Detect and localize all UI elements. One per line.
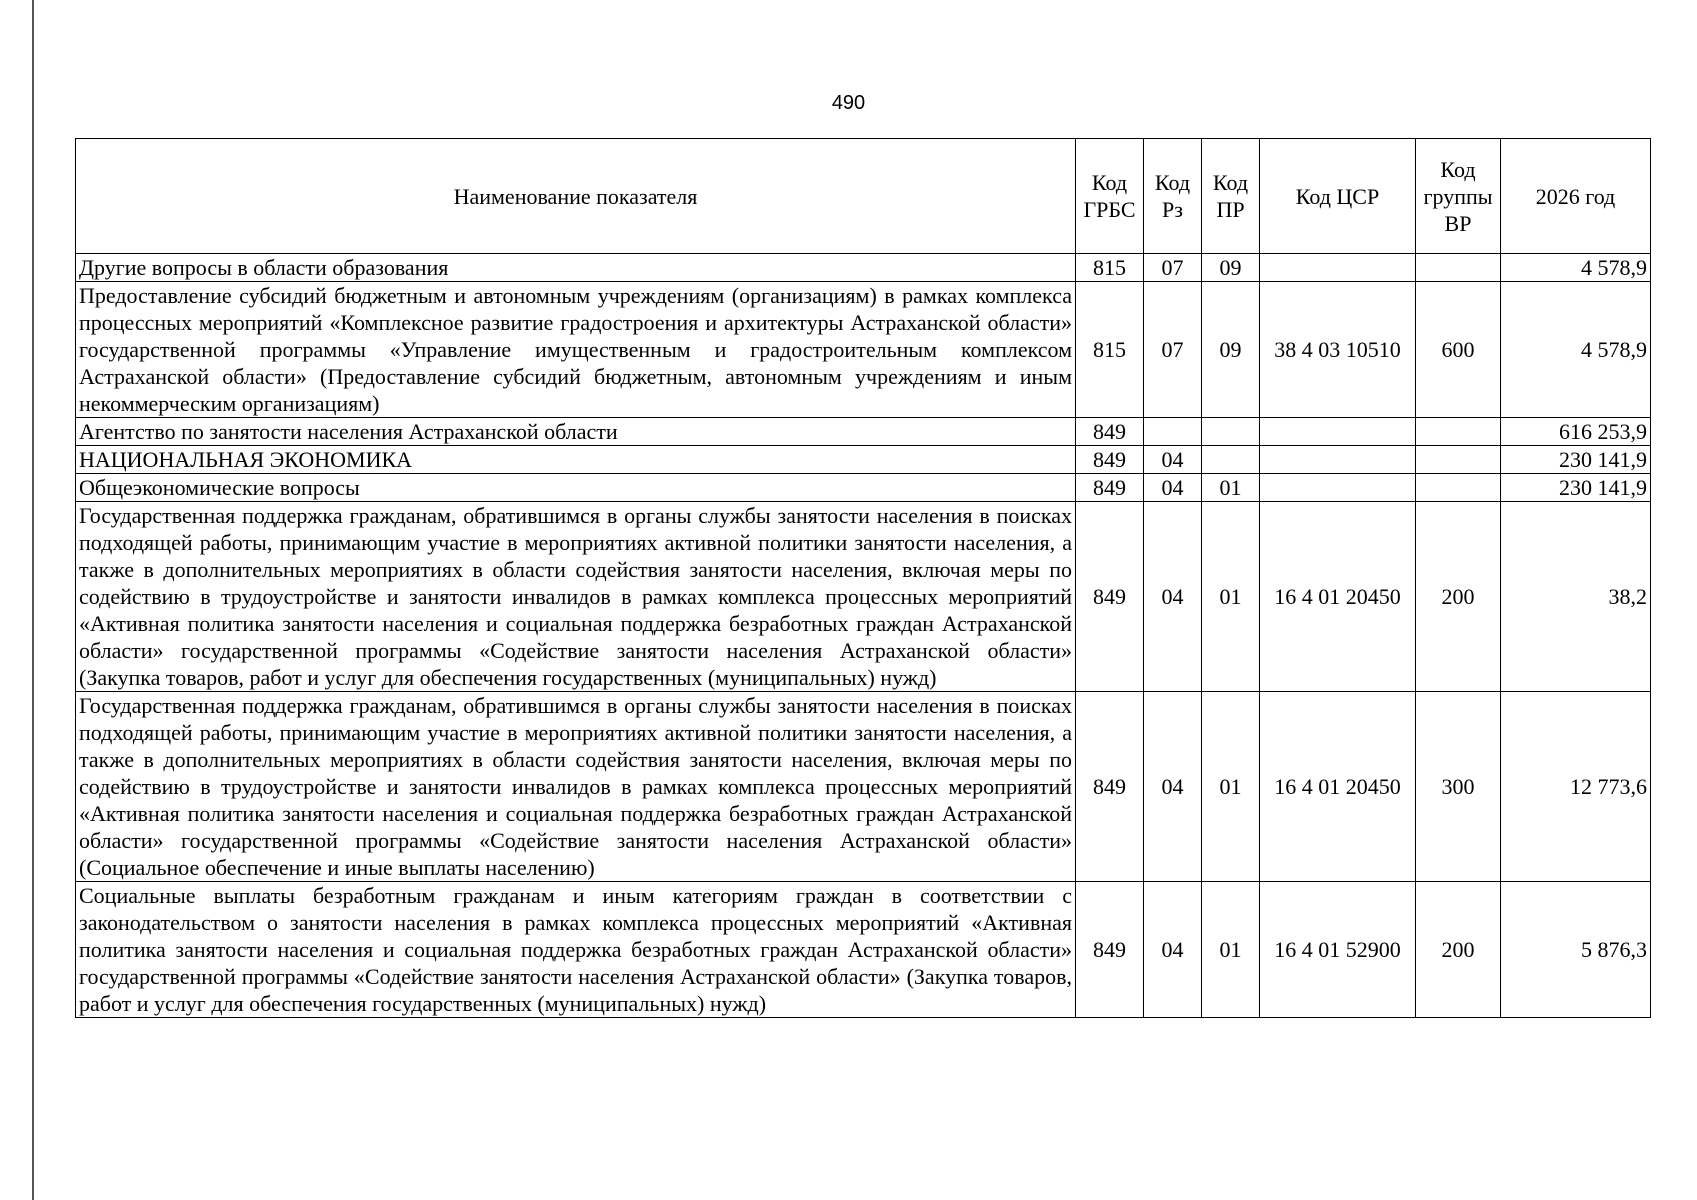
cell-amount: 616 253,9 — [1501, 418, 1651, 446]
cell-csr: 16 4 01 52900 — [1260, 882, 1416, 1018]
cell-pr — [1202, 446, 1260, 474]
header-year: 2026 год — [1501, 139, 1651, 254]
cell-amount: 5 876,3 — [1501, 882, 1651, 1018]
cell-name: Государственная поддержка гражданам, обратившимся в органы службы занятости населения в поисках подходящей работы, принимающим участие в мероприятиях активной политики занятости населения, а также в дополнительных мероприятиях в области содействия занятости населения, включая меры по содействию в трудоустройстве и занятости инвалидов в рамках комплекса процессных мероприятий «Активная политика занятости населения и социальная поддержка безработных граждан Астраханской области» государственной программы «Содействие занятости населения Астраханской области» (Социальное обеспечение и иные выплаты населению) — [76, 692, 1076, 882]
cell-csr: 16 4 01 20450 — [1260, 692, 1416, 882]
cell-vr — [1416, 418, 1501, 446]
cell-amount: 12 773,6 — [1501, 692, 1651, 882]
cell-csr: 38 4 03 10510 — [1260, 282, 1416, 418]
cell-rz: 04 — [1144, 474, 1202, 502]
cell-vr — [1416, 474, 1501, 502]
cell-grbs: 815 — [1076, 282, 1144, 418]
cell-pr: 01 — [1202, 502, 1260, 692]
table-header-row — [76, 139, 1651, 254]
cell-grbs: 815 — [1076, 254, 1144, 282]
table-row — [76, 418, 1651, 446]
cell-amount: 230 141,9 — [1501, 474, 1651, 502]
cell-name: Предоставление субсидий бюджетным и автономным учреждениям (организациям) в рамках комплекса процессных мероприятий «Комплексное развитие градостроения и архитектуры Астраханской области» государственной программы «Управление имущественным и градостроительным комплексом Астраханской области» (Предоставление субсидий бюджетным, автономным учреждениям и иным некоммерческим организациям) — [76, 282, 1076, 418]
cell-name: Социальные выплаты безработным гражданам и иным категориям граждан в соответствии с законодательством о занятости населения в рамках комплекса процессных мероприятий «Активная политика занятости населения и социальная поддержка безработных граждан Астраханской области» государственной программы «Содействие занятости населения Астраханской области» (Закупка товаров, работ и услуг для обеспечения государственных (муниципальных) нужд) — [76, 882, 1076, 1018]
cell-csr — [1260, 418, 1416, 446]
table-row — [76, 446, 1651, 474]
cell-vr: 200 — [1416, 882, 1501, 1018]
cell-pr: 01 — [1202, 882, 1260, 1018]
cell-grbs: 849 — [1076, 418, 1144, 446]
cell-vr: 600 — [1416, 282, 1501, 418]
cell-pr: 09 — [1202, 254, 1260, 282]
cell-pr: 01 — [1202, 474, 1260, 502]
header-pr: Код ПР — [1202, 139, 1260, 254]
cell-rz: 07 — [1144, 282, 1202, 418]
cell-rz — [1144, 418, 1202, 446]
binding-margin-line — [32, 0, 34, 1200]
header-csr: Код ЦСР — [1260, 139, 1416, 254]
cell-amount: 230 141,9 — [1501, 446, 1651, 474]
cell-pr — [1202, 418, 1260, 446]
cell-grbs: 849 — [1076, 446, 1144, 474]
cell-amount: 4 578,9 — [1501, 254, 1651, 282]
cell-rz: 04 — [1144, 446, 1202, 474]
table-row — [76, 254, 1651, 282]
header-grbs: Код ГРБС — [1076, 139, 1144, 254]
cell-csr — [1260, 474, 1416, 502]
cell-grbs: 849 — [1076, 502, 1144, 692]
cell-name: Агентство по занятости населения Астраханской области — [76, 418, 1076, 446]
cell-pr: 01 — [1202, 692, 1260, 882]
table-body — [76, 254, 1651, 1018]
cell-rz: 04 — [1144, 692, 1202, 882]
page-number: 490 — [831, 92, 866, 114]
header-vr: Код группы ВР — [1416, 139, 1501, 254]
cell-grbs: 849 — [1076, 474, 1144, 502]
cell-csr: 16 4 01 20450 — [1260, 502, 1416, 692]
cell-pr: 09 — [1202, 282, 1260, 418]
cell-amount: 38,2 — [1501, 502, 1651, 692]
table-row — [76, 882, 1651, 1018]
cell-name: Другие вопросы в области образования — [76, 254, 1076, 282]
cell-csr — [1260, 446, 1416, 474]
cell-vr: 300 — [1416, 692, 1501, 882]
header-rz: Код Рз — [1144, 139, 1202, 254]
header-name: Наименование показателя — [76, 139, 1076, 254]
cell-vr — [1416, 446, 1501, 474]
table-row — [76, 474, 1651, 502]
cell-name: НАЦИОНАЛЬНАЯ ЭКОНОМИКА — [76, 446, 1076, 474]
table-row — [76, 692, 1651, 882]
table-row — [76, 282, 1651, 418]
cell-name: Общеэкономические вопросы — [76, 474, 1076, 502]
table-row — [76, 502, 1651, 692]
budget-table — [75, 138, 1651, 1018]
cell-grbs: 849 — [1076, 692, 1144, 882]
cell-vr — [1416, 254, 1501, 282]
cell-name: Государственная поддержка гражданам, обратившимся в органы службы занятости населения в поисках подходящей работы, принимающим участие в мероприятиях активной политики занятости населения, а также в дополнительных мероприятиях в области содействия занятости населения, включая меры по содействию в трудоустройстве и занятости инвалидов в рамках комплекса процессных мероприятий «Активная политика занятости населения и социальная поддержка безработных граждан Астраханской области» государственной программы «Содействие занятости населения Астраханской области» (Закупка товаров, работ и услуг для обеспечения государственных (муниципальных) нужд) — [76, 502, 1076, 692]
cell-rz: 04 — [1144, 882, 1202, 1018]
cell-amount: 4 578,9 — [1501, 282, 1651, 418]
cell-rz: 07 — [1144, 254, 1202, 282]
cell-grbs: 849 — [1076, 882, 1144, 1018]
cell-vr: 200 — [1416, 502, 1501, 692]
cell-csr — [1260, 254, 1416, 282]
cell-rz: 04 — [1144, 502, 1202, 692]
